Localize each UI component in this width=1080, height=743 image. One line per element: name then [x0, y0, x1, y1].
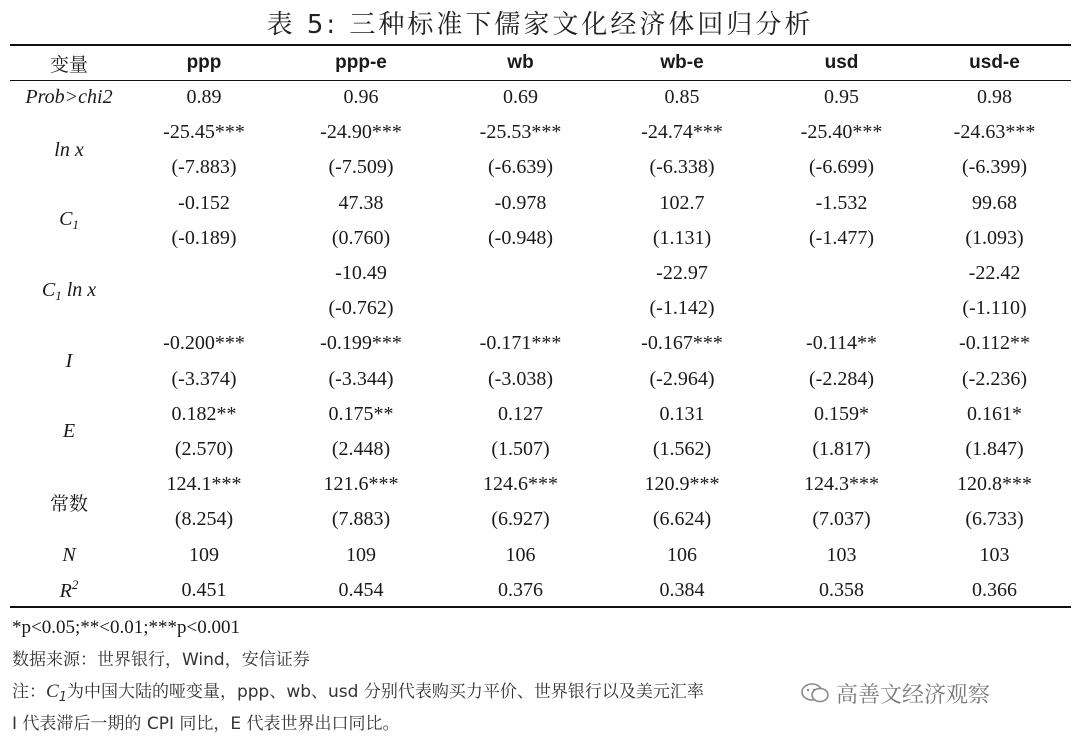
coefficient-cell: 0.159*: [814, 402, 869, 425]
variable-superscript: 2: [71, 577, 79, 593]
variable-name: N: [62, 543, 76, 566]
value-cell: 0.454: [338, 578, 384, 601]
t-stat-cell: (2.570): [174, 437, 234, 460]
t-stat-cell: (-3.038): [488, 367, 553, 390]
t-stat-cell: (1.093): [965, 226, 1024, 249]
coefficient-cell: -25.45***: [163, 121, 245, 144]
t-stat-row: [10, 150, 1071, 185]
significance-note: *p<0.05;**<0.01;***p<0.001: [12, 617, 240, 638]
variable-name: I: [65, 350, 73, 372]
note-var: C: [46, 681, 59, 702]
coefficient-cell: [442, 256, 599, 291]
t-stat-cell: (-6.399): [962, 156, 1027, 179]
coefficient-cell: -22.97: [656, 262, 708, 285]
table-body: [10, 80, 1071, 608]
t-stat-cell: (-1.477): [809, 226, 874, 249]
table-row: [10, 573, 1071, 608]
coefficient-row: [10, 115, 1071, 150]
value-cell: 0.85: [664, 86, 700, 109]
t-stat-cell: (-7.509): [328, 156, 394, 179]
header-row: [10, 46, 1071, 80]
t-stat-cell: (-0.948): [488, 226, 553, 249]
t-stat-cell: (6.733): [965, 508, 1024, 531]
coefficient-cell: -22.42: [968, 262, 1021, 285]
header-ppp-e: ppp-e: [335, 52, 387, 73]
variable-cell: [10, 186, 128, 256]
t-stat-cell: (-3.344): [328, 367, 394, 390]
variable-cell: [10, 115, 128, 185]
t-stat-cell: (-2.236): [962, 367, 1027, 390]
coefficient-cell: 0.161*: [967, 402, 1022, 425]
t-stat-cell: (2.448): [331, 437, 391, 460]
t-stat-cell: (7.883): [331, 508, 391, 531]
variable-cell: [10, 573, 128, 608]
value-cell: 0.96: [343, 86, 379, 109]
coefficient-row: [10, 397, 1071, 432]
t-stat-cell: (1.847): [965, 437, 1024, 460]
t-stat-cell: (1.562): [652, 437, 712, 460]
t-stat-row: [10, 502, 1071, 537]
coefficient-cell: [765, 256, 918, 291]
variable-name: Prob>chi2: [25, 86, 113, 109]
value-cell: 103: [979, 543, 1010, 566]
header-wb: wb: [507, 52, 534, 73]
note-line1-text: 为中国大陆的哑变量，ppp、wb、usd 分别代表购买力平价、世界银行以及美元汇率: [66, 682, 704, 702]
variable-name: C: [59, 208, 73, 231]
coefficient-cell: -24.63***: [953, 121, 1036, 144]
coefficient-cell: 99.68: [972, 191, 1017, 214]
variable-subscript: 1: [72, 217, 79, 233]
coefficient-cell: [128, 256, 280, 291]
header-usd: usd: [824, 52, 859, 73]
t-stat-cell: (7.037): [812, 508, 871, 531]
t-stat-cell: (-7.883): [171, 156, 237, 179]
t-stat-cell: [128, 291, 280, 326]
header-wb-e: wb-e: [660, 52, 704, 73]
variable-subscript: 1: [55, 287, 62, 303]
variable-name: R: [59, 580, 72, 603]
variable-cell: [10, 537, 128, 572]
variable-cell: [10, 80, 128, 115]
value-cell: 109: [189, 543, 219, 566]
t-stat-row: [10, 362, 1071, 397]
t-stat-cell: (-0.189): [171, 226, 237, 249]
note-prefix: 注：: [12, 682, 46, 702]
value-cell: 0.358: [819, 578, 864, 601]
t-stat-cell: (-2.964): [649, 367, 715, 390]
t-stat-cell: (-1.142): [649, 297, 715, 320]
variable-suffix: ln x: [61, 278, 97, 301]
coefficient-cell: -0.978: [494, 191, 547, 214]
value-cell: 0.451: [181, 578, 227, 601]
variable-name: E: [62, 420, 76, 443]
t-stat-row: [10, 291, 1071, 326]
header-ppp: ppp: [186, 52, 222, 73]
coefficient-cell: -25.40***: [800, 121, 883, 144]
watermark: [800, 676, 990, 710]
t-stat-cell: (1.817): [812, 437, 871, 460]
value-cell: 106: [667, 543, 697, 566]
coefficient-cell: 0.127: [498, 402, 543, 425]
coefficient-cell: -0.112**: [959, 332, 1030, 355]
t-stat-cell: (1.131): [652, 226, 712, 249]
t-stat-cell: (-6.338): [649, 156, 715, 179]
coefficient-row: [10, 326, 1071, 361]
variable-note-line2: I 代表滞后一期的 CPI 同比，E 代表世界出口同比。: [12, 714, 400, 734]
note-sub: 1: [58, 690, 67, 705]
value-cell: 109: [346, 543, 376, 566]
t-stat-row: [10, 432, 1071, 467]
coefficient-cell: -25.53***: [479, 121, 562, 144]
t-stat-cell: [442, 291, 599, 326]
coefficient-cell: -24.74***: [641, 121, 723, 144]
coefficient-cell: -0.199***: [320, 332, 402, 355]
t-stat-cell: (-3.374): [171, 367, 237, 390]
coefficient-cell: 0.131: [659, 402, 705, 425]
variable-name: C: [41, 278, 56, 301]
value-cell: 0.98: [977, 86, 1012, 109]
coefficient-cell: -24.90***: [320, 121, 402, 144]
table-row: [10, 80, 1071, 115]
regression-table: [10, 46, 1071, 608]
t-stat-cell: (1.507): [491, 437, 550, 460]
t-stat-row: [10, 221, 1071, 256]
coefficient-cell: 120.8***: [957, 473, 1032, 496]
t-stat-cell: (-0.762): [328, 297, 394, 320]
value-cell: 0.95: [824, 86, 859, 109]
coefficient-cell: 124.6***: [483, 473, 558, 496]
variable-name: 常数: [49, 492, 88, 515]
coefficient-cell: 120.9***: [644, 473, 720, 496]
variable-cell: [10, 467, 128, 537]
header-variable: 变量: [49, 53, 88, 76]
coefficient-cell: 0.175**: [328, 402, 394, 425]
coefficient-row: [10, 186, 1071, 221]
value-cell: 0.384: [659, 578, 705, 601]
variable-name: ln x: [54, 138, 84, 161]
coefficient-cell: 102.7: [659, 191, 705, 214]
variable-cell: [10, 256, 128, 326]
t-stat-cell: (6.927): [491, 508, 550, 531]
t-stat-cell: (-6.639): [488, 156, 553, 179]
t-stat-cell: (8.254): [174, 508, 234, 531]
coefficient-cell: -0.167***: [641, 332, 723, 355]
coefficient-cell: -0.114**: [806, 332, 877, 355]
coefficient-cell: 124.3***: [804, 473, 879, 496]
value-cell: 0.376: [498, 578, 543, 601]
coefficient-cell: 124.1***: [166, 473, 242, 496]
variable-cell: [10, 326, 128, 396]
header-usd-e: usd-e: [969, 52, 1020, 73]
coefficient-row: [10, 256, 1071, 291]
t-stat-cell: (0.760): [331, 226, 391, 249]
coefficient-row: [10, 467, 1071, 502]
coefficient-cell: -10.49: [335, 262, 387, 285]
coefficient-cell: 0.182**: [171, 402, 237, 425]
wechat-bubble-icon: [800, 682, 830, 704]
value-cell: 103: [826, 543, 857, 566]
coefficient-cell: -0.152: [178, 191, 230, 214]
coefficient-cell: -0.200***: [163, 332, 245, 355]
coefficient-cell: -1.532: [815, 191, 868, 214]
t-stat-cell: [765, 291, 918, 326]
watermark-text: 高善文经济观察: [836, 682, 991, 708]
value-cell: 106: [505, 543, 536, 566]
source-note: 数据来源：世界银行，Wind，安信证券: [12, 650, 310, 670]
coefficient-cell: 121.6***: [323, 473, 399, 496]
coefficient-cell: 47.38: [338, 191, 384, 214]
value-cell: 0.69: [503, 86, 538, 109]
table-title: 表 5: 三种标准下儒家文化经济体回归分析: [266, 10, 814, 40]
t-stat-cell: (6.624): [652, 508, 712, 531]
value-cell: 0.366: [972, 578, 1017, 601]
variable-cell: [10, 397, 128, 467]
t-stat-cell: (-2.284): [809, 367, 874, 390]
value-cell: 0.89: [186, 86, 222, 109]
coefficient-cell: -0.171***: [479, 332, 562, 355]
table-row: [10, 537, 1071, 572]
t-stat-cell: (-1.110): [962, 297, 1027, 320]
t-stat-cell: (-6.699): [809, 156, 874, 179]
